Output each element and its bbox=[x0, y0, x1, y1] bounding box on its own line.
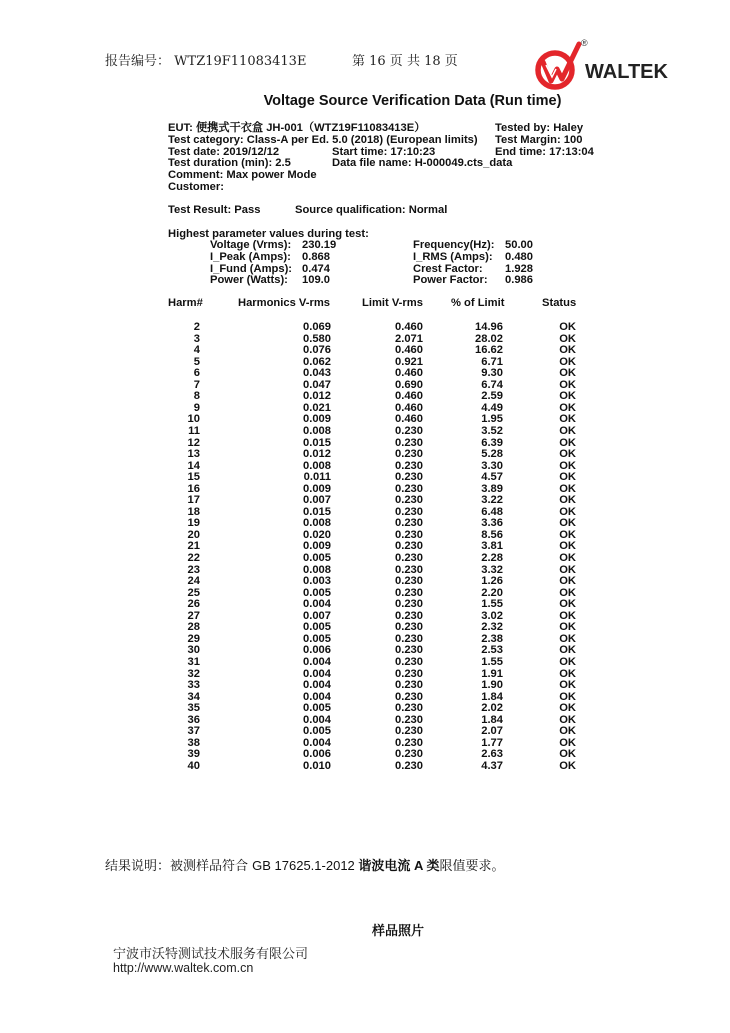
param-value: 0.868 bbox=[302, 251, 330, 263]
table-row bbox=[0, 438, 730, 450]
harm-number: 11 bbox=[188, 424, 200, 437]
param-value: 1.928 bbox=[505, 263, 533, 275]
harmonics-vrms: 0.005 bbox=[303, 632, 331, 645]
harm-number: 5 bbox=[193, 355, 200, 368]
harm-number: 38 bbox=[187, 736, 200, 749]
harmonics-vrms: 0.005 bbox=[303, 586, 331, 599]
limit-vrms: 0.230 bbox=[395, 713, 423, 726]
harm-number: 4 bbox=[193, 344, 200, 357]
status: OK bbox=[559, 390, 576, 403]
col-percent-limit: % of Limit bbox=[451, 297, 505, 309]
col-harmonics-vrms: Harmonics V-rms bbox=[238, 297, 331, 309]
result-conclusion bbox=[105, 855, 505, 874]
limit-vrms: 0.230 bbox=[395, 725, 423, 738]
harmonics-vrms: 0.012 bbox=[303, 390, 331, 403]
limit-vrms: 0.230 bbox=[395, 459, 423, 472]
percent-of-limit: 4.37 bbox=[481, 759, 503, 772]
status: OK bbox=[559, 552, 576, 564]
status: OK bbox=[559, 667, 576, 680]
harmonics-vrms: 0.043 bbox=[303, 367, 331, 380]
percent-of-limit: 3.22 bbox=[481, 494, 503, 507]
table-row bbox=[0, 368, 730, 380]
table-row bbox=[0, 761, 730, 773]
page-title: Voltage Source Verification Data (Run time) bbox=[263, 93, 562, 109]
status: OK bbox=[559, 609, 576, 622]
table-row bbox=[0, 611, 730, 623]
limit-vrms: 0.230 bbox=[395, 702, 423, 715]
param-value: 0.986 bbox=[505, 274, 533, 286]
harmonics-vrms: 0.005 bbox=[303, 552, 331, 564]
harm-number: 3 bbox=[193, 332, 200, 345]
status: OK bbox=[559, 494, 576, 507]
param-label: I_Fund (Amps): bbox=[210, 263, 293, 275]
table-row bbox=[0, 495, 730, 507]
table-row bbox=[0, 715, 730, 727]
harmonics-vrms: 0.015 bbox=[303, 436, 331, 449]
table-row bbox=[0, 426, 730, 438]
harmonics-vrms: 0.015 bbox=[303, 505, 331, 518]
table-row bbox=[0, 357, 730, 369]
table-row bbox=[0, 530, 730, 542]
table-row bbox=[0, 565, 730, 577]
table-row bbox=[0, 553, 730, 565]
table-row bbox=[0, 645, 730, 657]
table-row bbox=[0, 726, 730, 738]
limit-vrms: 0.230 bbox=[395, 494, 423, 507]
status: OK bbox=[559, 344, 576, 357]
table-row bbox=[0, 403, 730, 415]
param-value: 230.19 bbox=[302, 239, 337, 251]
col-limit-vrms: Limit V-rms bbox=[362, 297, 423, 309]
status: OK bbox=[559, 505, 576, 518]
harm-number: 35 bbox=[187, 702, 200, 715]
waltek-logo-icon bbox=[533, 36, 688, 92]
table-row bbox=[0, 692, 730, 704]
table-row bbox=[0, 576, 730, 588]
status: OK bbox=[559, 424, 576, 437]
status: OK bbox=[559, 367, 576, 380]
table-row bbox=[0, 414, 730, 426]
harm-number: 36 bbox=[187, 713, 200, 726]
status: OK bbox=[559, 644, 576, 657]
status: OK bbox=[559, 448, 576, 461]
table-row bbox=[0, 680, 730, 692]
limit-vrms: 0.230 bbox=[395, 482, 423, 495]
status: OK bbox=[559, 713, 576, 726]
table-row bbox=[0, 391, 730, 403]
harmonics-vrms: 0.003 bbox=[303, 575, 331, 588]
end-time: End time: 17:13:04 bbox=[495, 146, 594, 158]
param-value: 50.00 bbox=[505, 239, 533, 251]
harm-number: 40 bbox=[187, 759, 200, 772]
table-row bbox=[0, 380, 730, 392]
harm-number: 33 bbox=[187, 679, 200, 692]
logo-text: WALTEK bbox=[585, 61, 668, 83]
percent-of-limit: 2.28 bbox=[481, 552, 503, 564]
harmonics-vrms: 0.007 bbox=[303, 609, 331, 622]
table-row bbox=[0, 507, 730, 519]
harmonics-vrms: 0.008 bbox=[303, 424, 331, 437]
limit-vrms: 0.230 bbox=[395, 563, 423, 576]
limit-vrms: 0.230 bbox=[395, 736, 423, 749]
percent-of-limit: 6.39 bbox=[481, 436, 503, 449]
harm-number: 23 bbox=[187, 563, 200, 576]
harmonics-vrms: 0.009 bbox=[303, 540, 331, 553]
col-status: Status bbox=[542, 297, 577, 309]
param-value: 0.474 bbox=[302, 263, 330, 275]
comment: Comment: Max power Mode bbox=[168, 169, 317, 181]
harm-number: 22 bbox=[187, 552, 200, 564]
percent-of-limit: 1.55 bbox=[481, 598, 503, 611]
percent-of-limit: 3.52 bbox=[481, 424, 503, 437]
status: OK bbox=[559, 632, 576, 645]
percent-of-limit: 2.63 bbox=[481, 748, 503, 761]
limit-vrms: 0.230 bbox=[395, 575, 423, 588]
percent-of-limit: 2.02 bbox=[481, 702, 503, 715]
percent-of-limit: 5.28 bbox=[481, 448, 503, 461]
limit-vrms: 0.230 bbox=[395, 471, 423, 484]
harm-number: 12 bbox=[187, 436, 200, 449]
status: OK bbox=[559, 471, 576, 484]
harm-number: 16 bbox=[187, 482, 200, 495]
report-number bbox=[105, 50, 306, 69]
limit-vrms: 0.690 bbox=[395, 378, 423, 391]
harmonics-vrms: 0.009 bbox=[303, 482, 331, 495]
harmonics-vrms: 0.011 bbox=[303, 471, 331, 484]
limit-vrms: 0.230 bbox=[395, 424, 423, 437]
harmonics-vrms: 0.006 bbox=[303, 644, 331, 657]
table-row bbox=[0, 749, 730, 761]
harm-number: 9 bbox=[193, 401, 200, 414]
harm-number: 27 bbox=[187, 609, 200, 622]
status: OK bbox=[559, 690, 576, 703]
table-row bbox=[0, 472, 730, 484]
percent-of-limit: 28.02 bbox=[475, 332, 503, 345]
conclusion-suffix: 限值要求。 bbox=[439, 859, 505, 874]
status: OK bbox=[559, 598, 576, 611]
table-row bbox=[0, 322, 730, 334]
limit-vrms: 0.230 bbox=[395, 505, 423, 518]
harmonics-vrms: 0.069 bbox=[303, 321, 331, 333]
limit-vrms: 0.230 bbox=[395, 655, 423, 668]
percent-of-limit: 14.96 bbox=[475, 321, 503, 333]
limit-vrms: 0.230 bbox=[395, 528, 423, 541]
harm-number: 18 bbox=[187, 505, 200, 518]
percent-of-limit: 6.74 bbox=[481, 378, 503, 391]
param-value: 109.0 bbox=[302, 274, 330, 286]
highest-params-label: Highest parameter values during test: bbox=[168, 228, 369, 240]
status: OK bbox=[559, 459, 576, 472]
percent-of-limit: 3.02 bbox=[481, 609, 503, 622]
limit-vrms: 0.230 bbox=[395, 632, 423, 645]
status: OK bbox=[559, 575, 576, 588]
percent-of-limit: 9.30 bbox=[481, 367, 503, 380]
param-value: 0.480 bbox=[505, 251, 533, 263]
customer: Customer: bbox=[168, 181, 224, 193]
harmonics-vrms: 0.047 bbox=[303, 378, 331, 391]
percent-of-limit: 6.71 bbox=[481, 355, 503, 368]
limit-vrms: 0.460 bbox=[395, 401, 423, 414]
percent-of-limit: 1.91 bbox=[481, 667, 503, 680]
company-name: 宁波市沃特测试技术服务有限公司 bbox=[113, 947, 309, 962]
status: OK bbox=[559, 563, 576, 576]
percent-of-limit: 3.32 bbox=[481, 563, 503, 576]
harmonics-vrms: 0.004 bbox=[303, 736, 331, 749]
table-row bbox=[0, 345, 730, 357]
table-row bbox=[0, 669, 730, 681]
harm-number: 30 bbox=[187, 644, 200, 657]
harm-number: 8 bbox=[193, 390, 200, 403]
harmonics-vrms: 0.004 bbox=[303, 713, 331, 726]
table-row bbox=[0, 703, 730, 715]
harm-number: 28 bbox=[187, 621, 200, 634]
limit-vrms: 0.230 bbox=[395, 436, 423, 449]
limit-vrms: 0.230 bbox=[395, 586, 423, 599]
harmonics-vrms: 0.062 bbox=[303, 355, 331, 368]
table-row bbox=[0, 449, 730, 461]
status: OK bbox=[559, 413, 576, 426]
percent-of-limit: 1.26 bbox=[481, 575, 503, 588]
percent-of-limit: 2.32 bbox=[481, 621, 503, 634]
limit-vrms: 0.230 bbox=[395, 621, 423, 634]
table-row bbox=[0, 738, 730, 750]
harmonics-vrms: 0.004 bbox=[303, 655, 331, 668]
param-label: Voltage (Vrms): bbox=[210, 239, 292, 251]
limit-vrms: 2.071 bbox=[395, 332, 423, 345]
harm-number: 7 bbox=[193, 378, 200, 391]
limit-vrms: 0.230 bbox=[395, 679, 423, 692]
page-info: 第 16 页 共 18 页 bbox=[352, 54, 458, 69]
percent-of-limit: 2.53 bbox=[481, 644, 503, 657]
limit-vrms: 0.230 bbox=[395, 748, 423, 761]
eut: EUT: 便携式干衣盒 JH-001（WTZ19F11083413E） bbox=[168, 122, 426, 134]
table-row bbox=[0, 541, 730, 553]
test-category: Test category: Class-A per Ed. 5.0 (2018) (European limits) bbox=[168, 134, 478, 146]
limit-vrms: 0.230 bbox=[395, 759, 423, 772]
harmonics-vrms: 0.008 bbox=[303, 517, 331, 530]
harm-number: 17 bbox=[187, 494, 200, 507]
status: OK bbox=[559, 586, 576, 599]
harm-number: 15 bbox=[187, 471, 200, 484]
status: OK bbox=[559, 321, 576, 333]
test-date: Test date: 2019/12/12 bbox=[168, 146, 280, 158]
status: OK bbox=[559, 540, 576, 553]
harm-number: 25 bbox=[187, 586, 200, 599]
tested-by: Tested by: Haley bbox=[495, 122, 584, 134]
limit-vrms: 0.460 bbox=[395, 413, 423, 426]
limit-vrms: 0.230 bbox=[395, 667, 423, 680]
limit-vrms: 0.460 bbox=[395, 367, 423, 380]
start-time: Start time: 17:10:23 bbox=[332, 146, 436, 158]
percent-of-limit: 3.36 bbox=[481, 517, 503, 530]
percent-of-limit: 1.55 bbox=[481, 655, 503, 668]
status: OK bbox=[559, 621, 576, 634]
report-number-label: 报告编号： bbox=[105, 54, 171, 69]
percent-of-limit: 1.84 bbox=[481, 713, 503, 726]
percent-of-limit: 3.30 bbox=[481, 459, 503, 472]
waltek-logo bbox=[533, 36, 688, 92]
percent-of-limit: 4.57 bbox=[481, 471, 503, 484]
harm-number: 26 bbox=[187, 598, 200, 611]
percent-of-limit: 6.48 bbox=[481, 505, 503, 518]
harmonics-vrms: 0.008 bbox=[303, 563, 331, 576]
registered-mark: ® bbox=[581, 38, 588, 48]
percent-of-limit: 2.38 bbox=[481, 632, 503, 645]
harm-number: 10 bbox=[187, 413, 200, 426]
harm-number: 39 bbox=[187, 748, 200, 761]
harmonics-vrms: 0.005 bbox=[303, 621, 331, 634]
limit-vrms: 0.230 bbox=[395, 552, 423, 564]
harmonics-vrms: 0.005 bbox=[303, 725, 331, 738]
status: OK bbox=[559, 401, 576, 414]
harm-number: 21 bbox=[187, 540, 200, 553]
conclusion-standard: GB 17625.1-2012 bbox=[252, 858, 355, 873]
status: OK bbox=[559, 702, 576, 715]
harmonics-vrms: 0.580 bbox=[303, 332, 331, 345]
harmonics-vrms: 0.005 bbox=[303, 702, 331, 715]
table-row bbox=[0, 634, 730, 646]
harmonics-vrms: 0.008 bbox=[303, 459, 331, 472]
percent-of-limit: 3.81 bbox=[481, 540, 503, 553]
harmonics-vrms: 0.020 bbox=[303, 528, 331, 541]
status: OK bbox=[559, 436, 576, 449]
harmonics-vrms: 0.010 bbox=[303, 759, 331, 772]
harmonics-vrms: 0.004 bbox=[303, 679, 331, 692]
table-row bbox=[0, 599, 730, 611]
status: OK bbox=[559, 725, 576, 738]
harmonics-vrms: 0.009 bbox=[303, 413, 331, 426]
harm-number: 13 bbox=[187, 448, 200, 461]
harm-number: 24 bbox=[187, 575, 200, 588]
harmonics-vrms: 0.006 bbox=[303, 748, 331, 761]
harm-number: 31 bbox=[187, 655, 200, 668]
status: OK bbox=[559, 378, 576, 391]
limit-vrms: 0.230 bbox=[395, 598, 423, 611]
table-row bbox=[0, 484, 730, 496]
limit-vrms: 0.921 bbox=[395, 355, 423, 368]
harmonics-vrms: 0.076 bbox=[303, 344, 331, 357]
data-file-name: Data file name: H-000049.cts_data bbox=[332, 157, 513, 169]
harmonics-vrms: 0.004 bbox=[303, 667, 331, 680]
test-margin: Test Margin: 100 bbox=[495, 134, 583, 146]
param-label: I_RMS (Amps): bbox=[413, 251, 493, 263]
report-number-value: WTZ19F11083413E bbox=[174, 54, 307, 69]
harmonics-vrms: 0.012 bbox=[303, 448, 331, 461]
percent-of-limit: 1.90 bbox=[481, 679, 503, 692]
limit-vrms: 0.230 bbox=[395, 690, 423, 703]
test-result: Test Result: Pass bbox=[168, 204, 261, 216]
status: OK bbox=[559, 736, 576, 749]
percent-of-limit: 8.56 bbox=[481, 528, 503, 541]
limit-vrms: 0.230 bbox=[395, 517, 423, 530]
harm-number: 6 bbox=[193, 367, 200, 380]
table-row bbox=[0, 622, 730, 634]
percent-of-limit: 2.07 bbox=[481, 725, 503, 738]
status: OK bbox=[559, 679, 576, 692]
status: OK bbox=[559, 332, 576, 345]
harm-number: 20 bbox=[187, 528, 200, 541]
harmonics-vrms: 0.021 bbox=[303, 401, 331, 414]
harm-number: 2 bbox=[193, 321, 200, 333]
status: OK bbox=[559, 355, 576, 368]
param-label: I_Peak (Amps): bbox=[210, 251, 291, 263]
conclusion-prefix: 结果说明：被测样品符合 bbox=[105, 859, 253, 874]
harm-number: 34 bbox=[187, 690, 200, 703]
param-label: Power Factor: bbox=[413, 274, 488, 286]
percent-of-limit: 16.62 bbox=[475, 344, 503, 357]
percent-of-limit: 4.49 bbox=[481, 401, 503, 414]
status: OK bbox=[559, 528, 576, 541]
source-qualification: Source qualification: Normal bbox=[295, 204, 448, 216]
harm-number: 14 bbox=[187, 459, 200, 472]
harmonics-vrms: 0.007 bbox=[303, 494, 331, 507]
percent-of-limit: 3.89 bbox=[481, 482, 503, 495]
percent-of-limit: 1.77 bbox=[481, 736, 503, 749]
conclusion-bold: 谐波电流 A 类 bbox=[354, 858, 440, 873]
table-row bbox=[0, 518, 730, 530]
harm-number: 37 bbox=[187, 725, 200, 738]
percent-of-limit: 1.84 bbox=[481, 690, 503, 703]
harmonics-table-header bbox=[0, 298, 730, 310]
percent-of-limit: 1.95 bbox=[481, 413, 503, 426]
table-row bbox=[0, 588, 730, 600]
status: OK bbox=[559, 748, 576, 761]
test-duration: Test duration (min): 2.5 bbox=[168, 157, 291, 169]
table-row bbox=[0, 461, 730, 473]
table-row bbox=[0, 334, 730, 346]
limit-vrms: 0.230 bbox=[395, 644, 423, 657]
harm-number: 32 bbox=[187, 667, 200, 680]
param-label: Crest Factor: bbox=[413, 263, 483, 275]
status: OK bbox=[559, 655, 576, 668]
limit-vrms: 0.230 bbox=[395, 448, 423, 461]
status: OK bbox=[559, 517, 576, 530]
limit-vrms: 0.460 bbox=[395, 390, 423, 403]
harmonics-vrms: 0.004 bbox=[303, 598, 331, 611]
harm-number: 29 bbox=[187, 632, 200, 645]
param-label: Frequency(Hz): bbox=[413, 239, 495, 251]
param-label: Power (Watts): bbox=[210, 274, 288, 286]
limit-vrms: 0.460 bbox=[395, 321, 423, 333]
status: OK bbox=[559, 482, 576, 495]
limit-vrms: 0.230 bbox=[395, 540, 423, 553]
harm-number: 19 bbox=[187, 517, 200, 530]
percent-of-limit: 2.59 bbox=[481, 390, 503, 403]
percent-of-limit: 2.20 bbox=[481, 586, 503, 599]
col-harm: Harm# bbox=[168, 297, 203, 309]
status: OK bbox=[559, 759, 576, 772]
company-url[interactable]: http://www.waltek.com.cn bbox=[113, 961, 254, 975]
harmonics-vrms: 0.004 bbox=[303, 690, 331, 703]
table-row bbox=[0, 657, 730, 669]
limit-vrms: 0.460 bbox=[395, 344, 423, 357]
limit-vrms: 0.230 bbox=[395, 609, 423, 622]
sample-photo-title: 样品照片 bbox=[372, 923, 425, 938]
